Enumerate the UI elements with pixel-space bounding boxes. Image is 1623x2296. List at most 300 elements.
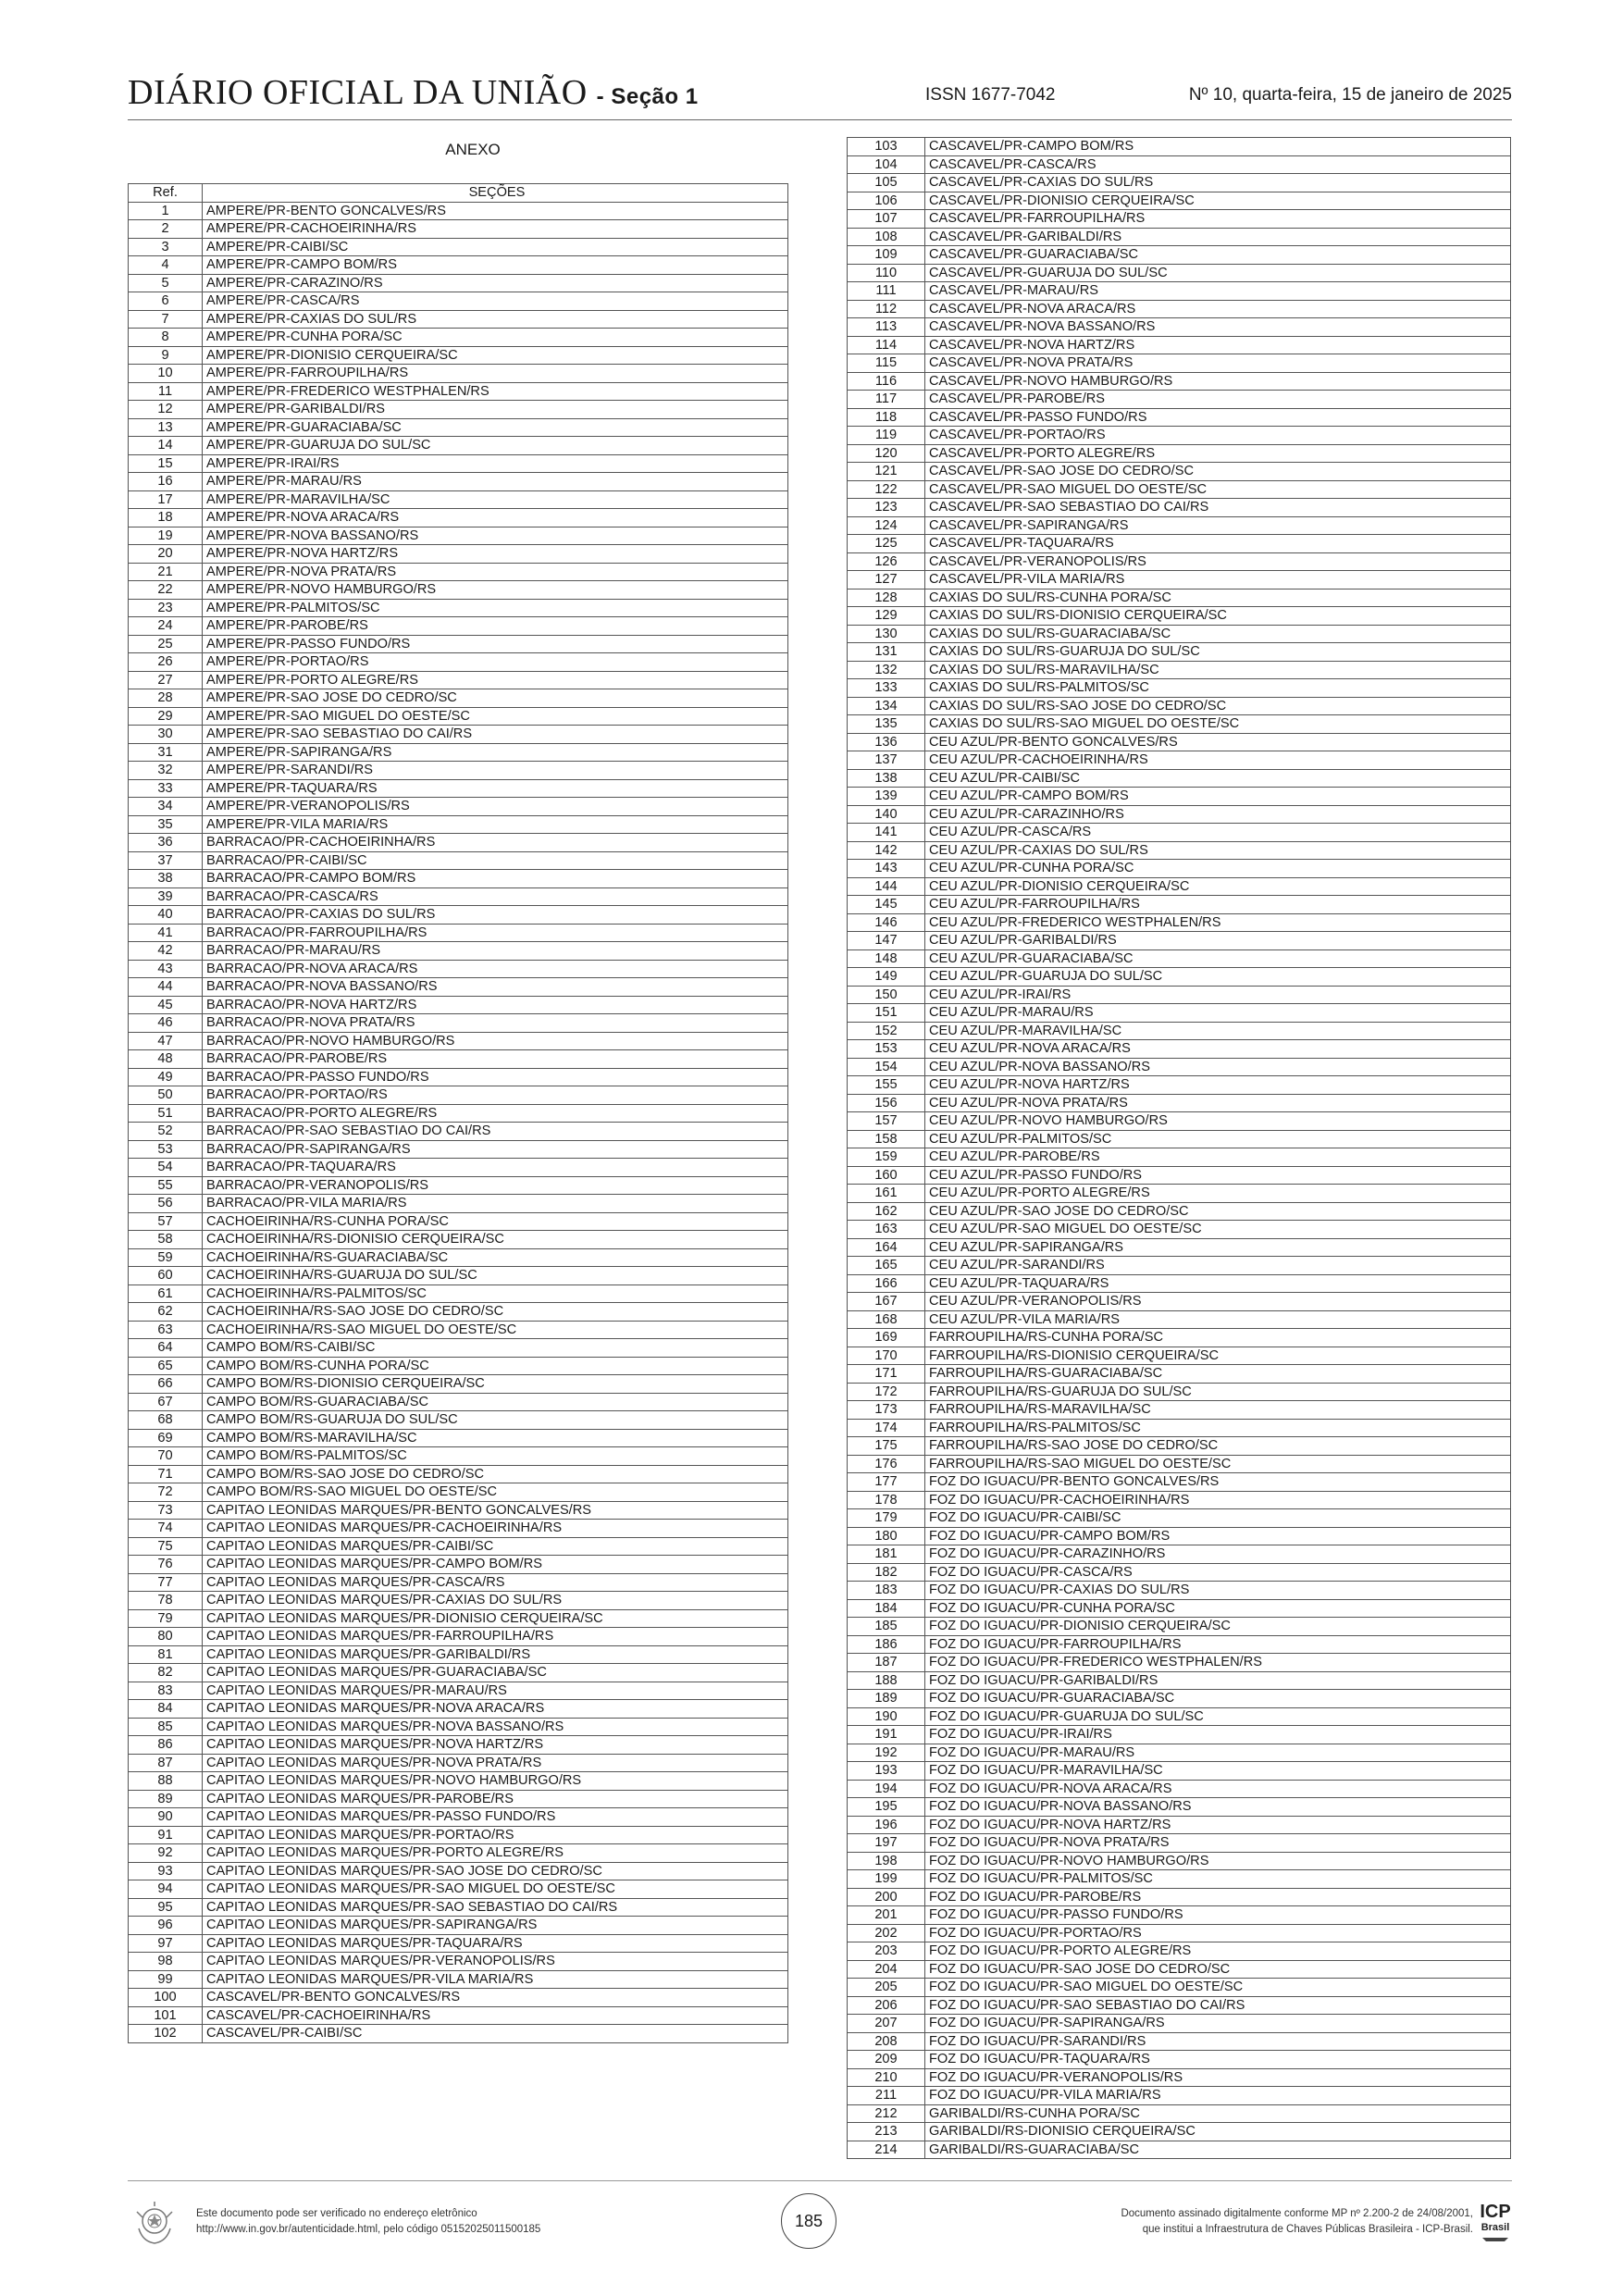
section-cell: BARRACAO/PR-NOVO HAMBURGO/RS	[203, 1032, 788, 1050]
section-cell: CASCAVEL/PR-PORTO ALEGRE/RS	[925, 444, 1511, 463]
table-row	[129, 238, 788, 256]
table-row	[848, 408, 1511, 427]
section-cell: CASCAVEL/PR-NOVA BASSANO/RS	[925, 318, 1511, 337]
section-cell: CASCAVEL/PR-PAROBE/RS	[925, 391, 1511, 409]
section-cell: CAPITAO LEONIDAS MARQUES/PR-VERANOPOLIS/RS	[203, 1953, 788, 1971]
section-cell: FOZ DO IGUACU/PR-FARROUPILHA/RS	[925, 1635, 1511, 1654]
section-cell: CAMPO BOM/RS-CAIBI/SC	[203, 1339, 788, 1358]
section-cell: CAPITAO LEONIDAS MARQUES/PR-TAQUARA/RS	[203, 1934, 788, 1953]
section-cell: CEU AZUL/PR-CUNHA PORA/SC	[925, 860, 1511, 878]
table-row	[129, 924, 788, 942]
table-row	[848, 138, 1511, 156]
ref-cell: 211	[848, 2087, 925, 2105]
section-cell: CAPITAO LEONIDAS MARQUES/PR-PORTAO/RS	[203, 1826, 788, 1844]
table-row	[129, 1050, 788, 1069]
ref-cell: 45	[129, 996, 203, 1014]
table-row	[129, 1718, 788, 1736]
annex-title: ANEXO	[445, 141, 501, 158]
section-cell: CAMPO BOM/RS-DIONISIO CERQUEIRA/SC	[203, 1375, 788, 1394]
ref-cell: 40	[129, 906, 203, 925]
section-cell: CAPITAO LEONIDAS MARQUES/PR-CAIBI/SC	[203, 1537, 788, 1556]
section-cell: AMPERE/PR-NOVA ARACA/RS	[203, 509, 788, 527]
ref-cell: 92	[129, 1844, 203, 1863]
ref-cell: 17	[129, 490, 203, 509]
section-cell: CAPITAO LEONIDAS MARQUES/PR-MARAU/RS	[203, 1682, 788, 1700]
section-cell: CAPITAO LEONIDAS MARQUES/PR-NOVA BASSANO/RS	[203, 1718, 788, 1736]
section-cell: FOZ DO IGUACU/PR-VERANOPOLIS/RS	[925, 2068, 1511, 2087]
ref-cell: 65	[129, 1357, 203, 1375]
table-row	[129, 1917, 788, 1935]
table-row	[129, 1411, 788, 1430]
section-cell: CASCAVEL/PR-FARROUPILHA/RS	[925, 210, 1511, 229]
section-cell: AMPERE/PR-CASCA/RS	[203, 292, 788, 311]
section-cell: CEU AZUL/PR-GARIBALDI/RS	[925, 932, 1511, 950]
table-row	[848, 336, 1511, 354]
ref-cell: 96	[129, 1917, 203, 1935]
section-cell: BARRACAO/PR-PASSO FUNDO/RS	[203, 1068, 788, 1086]
section-cell: CAPITAO LEONIDAS MARQUES/PR-NOVA ARACA/RS	[203, 1700, 788, 1719]
section-cell: BARRACAO/PR-SAO SEBASTIAO DO CAI/RS	[203, 1123, 788, 1141]
ref-cell: 137	[848, 751, 925, 770]
ref-cell: 23	[129, 599, 203, 617]
table-row	[129, 798, 788, 816]
section-cell: CASCAVEL/PR-PORTAO/RS	[925, 427, 1511, 445]
section-cell: AMPERE/PR-IRAI/RS	[203, 454, 788, 473]
table-row	[129, 1700, 788, 1719]
table-row	[129, 1592, 788, 1610]
ref-cell: 203	[848, 1942, 925, 1961]
table-row	[129, 726, 788, 744]
ref-cell: 60	[129, 1267, 203, 1285]
ref-cell: 36	[129, 834, 203, 852]
ref-header: Ref.	[129, 184, 203, 203]
table-row	[129, 1537, 788, 1556]
ref-cell: 46	[129, 1014, 203, 1033]
table-row	[848, 1545, 1511, 1564]
section-cell: CAPITAO LEONIDAS MARQUES/PR-DIONISIO CERQUEIRA/SC	[203, 1609, 788, 1628]
section-cell: AMPERE/PR-SAPIRANGA/RS	[203, 743, 788, 762]
ref-cell: 156	[848, 1094, 925, 1112]
section-cell: FARROUPILHA/RS-MARAVILHA/SC	[925, 1401, 1511, 1420]
section-cell: AMPERE/PR-CACHOEIRINHA/RS	[203, 220, 788, 239]
section-cell: AMPERE/PR-NOVA PRATA/RS	[203, 563, 788, 581]
section-cell: CAPITAO LEONIDAS MARQUES/PR-NOVO HAMBURGO/RS	[203, 1772, 788, 1791]
ref-cell: 189	[848, 1690, 925, 1708]
table-row	[848, 571, 1511, 590]
table-row	[129, 473, 788, 491]
section-cell: AMPERE/PR-SAO SEBASTIAO DO CAI/RS	[203, 726, 788, 744]
footer-divider	[128, 2180, 1512, 2181]
ref-cell: 201	[848, 1906, 925, 1925]
table-row	[848, 246, 1511, 265]
table-row	[848, 1166, 1511, 1185]
ref-cell: 172	[848, 1383, 925, 1401]
table-row	[848, 1635, 1511, 1654]
section-cell: CASCAVEL/PR-NOVA ARACA/RS	[925, 300, 1511, 318]
ref-cell: 117	[848, 391, 925, 409]
section-cell: CAPITAO LEONIDAS MARQUES/PR-CASCA/RS	[203, 1573, 788, 1592]
section-cell: CASCAVEL/PR-SAPIRANGA/RS	[925, 516, 1511, 535]
section-cell: AMPERE/PR-VILA MARIA/RS	[203, 815, 788, 834]
table-row	[129, 743, 788, 762]
section-cell: CASCAVEL/PR-GARIBALDI/RS	[925, 228, 1511, 246]
section-cell: CASCAVEL/PR-CACHOEIRINHA/RS	[203, 2006, 788, 2025]
section-cell: CAMPO BOM/RS-GUARUJA DO SUL/SC	[203, 1411, 788, 1430]
ref-cell: 146	[848, 913, 925, 932]
section-cell: CACHOEIRINHA/RS-CUNHA PORA/SC	[203, 1212, 788, 1231]
table-row	[848, 1942, 1511, 1961]
section-cell: CAPITAO LEONIDAS MARQUES/PR-CAMPO BOM/RS	[203, 1556, 788, 1574]
sections-table-left	[128, 183, 788, 2043]
ref-cell: 88	[129, 1772, 203, 1791]
table-row	[129, 401, 788, 419]
table-row	[848, 1310, 1511, 1329]
ref-cell: 52	[129, 1123, 203, 1141]
ref-cell: 141	[848, 824, 925, 842]
ref-cell: 136	[848, 733, 925, 751]
ref-cell: 2	[129, 220, 203, 239]
section-cell: AMPERE/PR-CAXIAS DO SUL/RS	[203, 310, 788, 329]
table-row	[848, 2051, 1511, 2069]
section-cell: CACHOEIRINHA/RS-SAO JOSE DO CEDRO/SC	[203, 1303, 788, 1322]
ref-cell: 159	[848, 1148, 925, 1167]
table-row	[848, 607, 1511, 626]
table-row	[129, 1231, 788, 1249]
section-cell: CACHOEIRINHA/RS-PALMITOS/SC	[203, 1285, 788, 1303]
ref-cell: 125	[848, 535, 925, 553]
table-row	[848, 896, 1511, 914]
ref-cell: 26	[129, 653, 203, 672]
table-row	[129, 1321, 788, 1339]
table-row	[129, 310, 788, 329]
table-row	[129, 1483, 788, 1502]
ref-cell: 30	[129, 726, 203, 744]
table-row	[129, 274, 788, 292]
table-row	[129, 1393, 788, 1411]
section-cell: BARRACAO/PR-TAQUARA/RS	[203, 1159, 788, 1177]
section-cell: AMPERE/PR-VERANOPOLIS/RS	[203, 798, 788, 816]
section-cell: CASCAVEL/PR-VERANOPOLIS/RS	[925, 552, 1511, 571]
table-row	[848, 1238, 1511, 1257]
ref-cell: 110	[848, 264, 925, 282]
table-row	[848, 1762, 1511, 1781]
table-row	[129, 960, 788, 978]
table-row	[129, 1573, 788, 1592]
section-cell: CAPITAO LEONIDAS MARQUES/PR-NOVA PRATA/RS	[203, 1754, 788, 1772]
section-cell: CEU AZUL/PR-SAPIRANGA/RS	[925, 1238, 1511, 1257]
table-row	[848, 1618, 1511, 1636]
table-row	[129, 978, 788, 997]
ref-cell: 95	[129, 1898, 203, 1917]
table-row	[129, 1465, 788, 1483]
ref-cell: 13	[129, 418, 203, 437]
section-cell: CEU AZUL/PR-PAROBE/RS	[925, 1148, 1511, 1167]
ref-cell: 68	[129, 1411, 203, 1430]
ref-cell: 69	[129, 1429, 203, 1447]
section-cell: FOZ DO IGUACU/PR-VILA MARIA/RS	[925, 2087, 1511, 2105]
section-cell: AMPERE/PR-FARROUPILHA/RS	[203, 365, 788, 383]
section-cell: CEU AZUL/PR-SARANDI/RS	[925, 1257, 1511, 1275]
table-row	[848, 1707, 1511, 1726]
section-cell: CACHOEIRINHA/RS-GUARACIABA/SC	[203, 1248, 788, 1267]
section-cell: CASCAVEL/PR-VILA MARIA/RS	[925, 571, 1511, 590]
ref-cell: 50	[129, 1086, 203, 1105]
table-row	[129, 1176, 788, 1195]
table-row	[129, 851, 788, 870]
table-row	[848, 1185, 1511, 1203]
table-row	[848, 1979, 1511, 1997]
section-cell: CAXIAS DO SUL/RS-GUARACIABA/SC	[925, 625, 1511, 643]
ref-cell: 28	[129, 689, 203, 708]
ref-cell: 108	[848, 228, 925, 246]
ref-cell: 174	[848, 1419, 925, 1437]
section-cell: FOZ DO IGUACU/PR-PORTO ALEGRE/RS	[925, 1942, 1511, 1961]
ref-cell: 186	[848, 1635, 925, 1654]
ref-cell: 151	[848, 1004, 925, 1023]
table-row	[848, 751, 1511, 770]
ref-cell: 84	[129, 1700, 203, 1719]
section-cell: CASCAVEL/PR-NOVA PRATA/RS	[925, 354, 1511, 373]
ref-cell: 97	[129, 1934, 203, 1953]
section-cell: FARROUPILHA/RS-SAO MIGUEL DO OESTE/SC	[925, 1455, 1511, 1473]
ref-cell: 183	[848, 1582, 925, 1600]
ref-cell: 208	[848, 2032, 925, 2051]
ref-cell: 140	[848, 805, 925, 824]
section-cell: CAXIAS DO SUL/RS-GUARUJA DO SUL/SC	[925, 643, 1511, 662]
section-cell: FOZ DO IGUACU/PR-PASSO FUNDO/RS	[925, 1906, 1511, 1925]
section-cell: CASCAVEL/PR-GUARACIABA/SC	[925, 246, 1511, 265]
ref-cell: 22	[129, 581, 203, 600]
table-row	[848, 300, 1511, 318]
table-row	[129, 1609, 788, 1628]
verification-line-1: Este documento pode ser verificado no endereço eletrônico	[196, 2208, 477, 2219]
table-row	[129, 292, 788, 311]
table-row	[129, 834, 788, 852]
ref-cell: 169	[848, 1329, 925, 1347]
ref-cell: 85	[129, 1718, 203, 1736]
section-cell: CEU AZUL/PR-NOVA HARTZ/RS	[925, 1076, 1511, 1095]
table-row	[848, 1419, 1511, 1437]
table-row	[848, 1852, 1511, 1870]
section-cell: CEU AZUL/PR-BENTO GONCALVES/RS	[925, 733, 1511, 751]
table-row	[848, 535, 1511, 553]
table-row	[848, 1834, 1511, 1853]
table-row	[129, 454, 788, 473]
ref-cell: 42	[129, 942, 203, 961]
ref-cell: 37	[129, 851, 203, 870]
ref-cell: 123	[848, 499, 925, 517]
section-cell: BARRACAO/PR-MARAU/RS	[203, 942, 788, 961]
ref-cell: 179	[848, 1509, 925, 1528]
ref-cell: 21	[129, 563, 203, 581]
table-row	[129, 1520, 788, 1538]
section-cell: AMPERE/PR-GUARACIABA/SC	[203, 418, 788, 437]
section-cell: CAXIAS DO SUL/RS-PALMITOS/SC	[925, 679, 1511, 698]
section-cell: AMPERE/PR-TAQUARA/RS	[203, 779, 788, 798]
section-cell: AMPERE/PR-FREDERICO WESTPHALEN/RS	[203, 382, 788, 401]
section-cell: AMPERE/PR-SAO JOSE DO CEDRO/SC	[203, 689, 788, 708]
section-cell: FOZ DO IGUACU/PR-CUNHA PORA/SC	[925, 1599, 1511, 1618]
ref-cell: 114	[848, 336, 925, 354]
table-row	[129, 653, 788, 672]
ref-cell: 160	[848, 1166, 925, 1185]
section-cell: CACHOEIRINHA/RS-SAO MIGUEL DO OESTE/SC	[203, 1321, 788, 1339]
table-row	[129, 1140, 788, 1159]
ref-cell: 119	[848, 427, 925, 445]
table-row	[848, 427, 1511, 445]
ref-cell: 142	[848, 841, 925, 860]
table-row	[848, 228, 1511, 246]
section-cell: AMPERE/PR-PALMITOS/SC	[203, 599, 788, 617]
section-cell: CASCAVEL/PR-SAO JOSE DO CEDRO/SC	[925, 463, 1511, 481]
table-row	[129, 418, 788, 437]
table-row	[848, 1924, 1511, 1942]
table-row	[129, 1447, 788, 1466]
section-cell: AMPERE/PR-CUNHA PORA/SC	[203, 329, 788, 347]
section-cell: FOZ DO IGUACU/PR-NOVA ARACA/RS	[925, 1780, 1511, 1798]
table-row	[848, 1437, 1511, 1456]
section-cell: CAPITAO LEONIDAS MARQUES/PR-FARROUPILHA/RS	[203, 1628, 788, 1646]
ref-cell: 79	[129, 1609, 203, 1628]
ref-cell: 109	[848, 246, 925, 265]
table-row	[129, 1429, 788, 1447]
table-row	[129, 906, 788, 925]
section-cell: CACHOEIRINHA/RS-GUARUJA DO SUL/SC	[203, 1267, 788, 1285]
ref-cell: 157	[848, 1112, 925, 1131]
table-row	[848, 1004, 1511, 1023]
section-cell: CAPITAO LEONIDAS MARQUES/PR-PAROBE/RS	[203, 1790, 788, 1808]
page-header	[128, 72, 1512, 117]
table-row	[129, 1772, 788, 1791]
ref-cell: 214	[848, 2141, 925, 2159]
ref-cell: 139	[848, 788, 925, 806]
table-row	[848, 1690, 1511, 1708]
section-cell: CASCAVEL/PR-CASCA/RS	[925, 155, 1511, 174]
ref-cell: 91	[129, 1826, 203, 1844]
ref-cell: 193	[848, 1762, 925, 1781]
ref-cell: 9	[129, 346, 203, 365]
table-row	[848, 480, 1511, 499]
ref-cell: 20	[129, 545, 203, 564]
ref-cell: 173	[848, 1401, 925, 1420]
section-cell: AMPERE/PR-MARAU/RS	[203, 473, 788, 491]
ref-cell: 89	[129, 1790, 203, 1808]
table-row	[129, 1032, 788, 1050]
section-cell: CASCAVEL/PR-CAIBI/SC	[203, 2025, 788, 2043]
section-cell: FARROUPILHA/RS-PALMITOS/SC	[925, 1419, 1511, 1437]
table-row	[129, 1880, 788, 1899]
coat-of-arms-icon	[131, 2201, 178, 2247]
section-cell: CASCAVEL/PR-SAO MIGUEL DO OESTE/SC	[925, 480, 1511, 499]
table-row	[848, 1221, 1511, 1239]
ref-cell: 170	[848, 1347, 925, 1365]
section-cell: CEU AZUL/PR-GUARUJA DO SUL/SC	[925, 968, 1511, 987]
ref-cell: 57	[129, 1212, 203, 1231]
section-cell: FOZ DO IGUACU/PR-PAROBE/RS	[925, 1888, 1511, 1906]
ref-cell: 59	[129, 1248, 203, 1267]
section-cell: AMPERE/PR-MARAVILHA/SC	[203, 490, 788, 509]
section-cell: CASCAVEL/PR-PASSO FUNDO/RS	[925, 408, 1511, 427]
table-row	[129, 1664, 788, 1682]
ref-cell: 48	[129, 1050, 203, 1069]
table-row	[848, 1401, 1511, 1420]
section-cell: CEU AZUL/PR-SAO JOSE DO CEDRO/SC	[925, 1202, 1511, 1221]
ref-cell: 103	[848, 138, 925, 156]
table-row	[848, 1599, 1511, 1618]
table-row	[848, 1365, 1511, 1384]
table-row	[848, 968, 1511, 987]
table-row	[129, 1934, 788, 1953]
table-row	[848, 1744, 1511, 1762]
table-row	[848, 264, 1511, 282]
section-cell: CASCAVEL/PR-NOVO HAMBURGO/RS	[925, 372, 1511, 391]
table-row	[848, 174, 1511, 192]
ref-cell: 197	[848, 1834, 925, 1853]
section-cell: CEU AZUL/PR-NOVA BASSANO/RS	[925, 1058, 1511, 1076]
section-cell: FARROUPILHA/RS-GUARUJA DO SUL/SC	[925, 1383, 1511, 1401]
section-cell: BARRACAO/PR-CASCA/RS	[203, 887, 788, 906]
ref-cell: 35	[129, 815, 203, 834]
section-cell: BARRACAO/PR-SAPIRANGA/RS	[203, 1140, 788, 1159]
ref-cell: 129	[848, 607, 925, 626]
ref-cell: 83	[129, 1682, 203, 1700]
table-row	[129, 1989, 788, 2007]
ref-cell: 182	[848, 1563, 925, 1582]
table-row	[848, 625, 1511, 643]
ref-cell: 212	[848, 2104, 925, 2123]
section-cell: FOZ DO IGUACU/PR-SAPIRANGA/RS	[925, 2015, 1511, 2033]
table-row	[848, 1473, 1511, 1492]
table-row	[129, 1303, 788, 1322]
section-cell: CAPITAO LEONIDAS MARQUES/PR-SAO SEBASTIAO DO CAI/RS	[203, 1898, 788, 1917]
ref-cell: 155	[848, 1076, 925, 1095]
section-cell: CEU AZUL/PR-FARROUPILHA/RS	[925, 896, 1511, 914]
ref-cell: 38	[129, 870, 203, 888]
ref-cell: 80	[129, 1628, 203, 1646]
ref-cell: 12	[129, 401, 203, 419]
table-row	[848, 2104, 1511, 2123]
section-cell: CAMPO BOM/RS-SAO MIGUEL DO OESTE/SC	[203, 1483, 788, 1502]
ref-cell: 62	[129, 1303, 203, 1322]
section-cell: FOZ DO IGUACU/PR-PORTAO/RS	[925, 1924, 1511, 1942]
ref-cell: 71	[129, 1465, 203, 1483]
section-cell: FARROUPILHA/RS-DIONISIO CERQUEIRA/SC	[925, 1347, 1511, 1365]
section-cell: FOZ DO IGUACU/PR-CAIBI/SC	[925, 1509, 1511, 1528]
table-row	[129, 1104, 788, 1123]
ref-cell: 184	[848, 1599, 925, 1618]
section-cell: CASCAVEL/PR-BENTO GONCALVES/RS	[203, 1989, 788, 2007]
ref-cell: 98	[129, 1953, 203, 1971]
ref-cell: 188	[848, 1671, 925, 1690]
table-row	[848, 1040, 1511, 1059]
table-row	[848, 913, 1511, 932]
ref-cell: 132	[848, 661, 925, 679]
table-row	[129, 365, 788, 383]
section-cell: CAXIAS DO SUL/RS-CUNHA PORA/SC	[925, 589, 1511, 607]
ref-cell: 167	[848, 1293, 925, 1311]
ref-cell: 39	[129, 887, 203, 906]
table-row	[129, 671, 788, 689]
ref-cell: 148	[848, 949, 925, 968]
section-cell: FOZ DO IGUACU/PR-CAMPO BOM/RS	[925, 1527, 1511, 1545]
ref-cell: 51	[129, 1104, 203, 1123]
table-header-row	[129, 184, 788, 203]
table-row	[129, 942, 788, 961]
ref-cell: 163	[848, 1221, 925, 1239]
section-cell: CASCAVEL/PR-NOVA HARTZ/RS	[925, 336, 1511, 354]
table-row	[848, 1671, 1511, 1690]
section-cell: CAXIAS DO SUL/RS-SAO MIGUEL DO OESTE/SC	[925, 715, 1511, 734]
